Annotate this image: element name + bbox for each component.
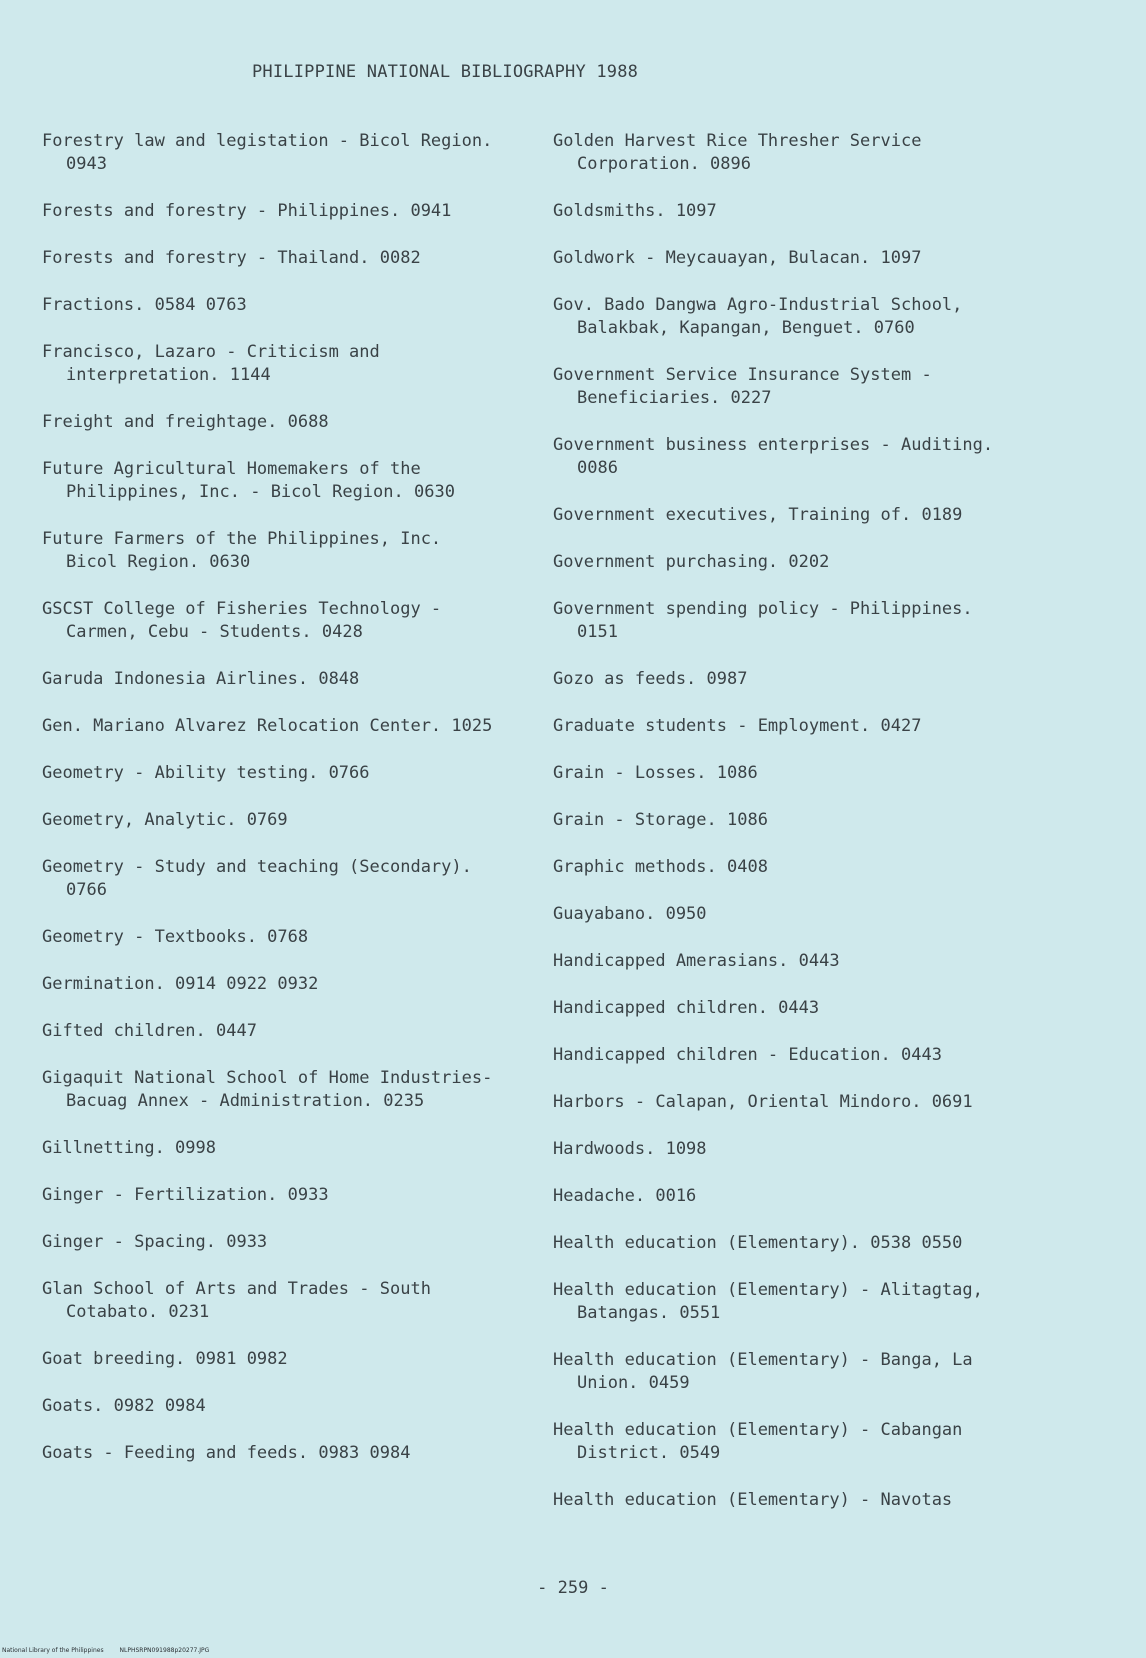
index-entry: Gigaquit National School of Home Industries-Bacuag Annex - Administration. 0235 — [42, 1068, 493, 1111]
index-entry: Goats - Feeding and feeds. 0983 0984 — [42, 1443, 411, 1463]
index-entry: Geometry, Analytic. 0769 — [42, 810, 288, 830]
index-entry: Gozo as feeds. 0987 — [553, 669, 748, 689]
index-entry: Government executives, Training of. 0189 — [553, 505, 963, 525]
index-entry: Handicapped Amerasians. 0443 — [553, 951, 840, 971]
index-entry: Graphic methods. 0408 — [553, 857, 768, 877]
index-column-left — [42, 130, 502, 1489]
index-entry: Golden Harvest Rice Thresher Service Corporation. 0896 — [553, 131, 922, 174]
index-entry: Geometry - Textbooks. 0768 — [42, 927, 309, 947]
index-entry: Health education (Elementary) - Alitagtag, Batangas. 0551 — [553, 1280, 983, 1323]
index-entry: Geometry - Ability testing. 0766 — [42, 763, 370, 783]
index-entry: Forests and forestry - Thailand. 0082 — [42, 248, 421, 268]
index-entry: Health education (Elementary) - Cabangan District. 0549 — [553, 1420, 963, 1463]
page-title: PHILIPPINE NATIONAL BIBLIOGRAPHY 1988 — [252, 62, 639, 82]
index-entry: Hardwoods. 1098 — [553, 1139, 707, 1159]
index-entry: Headache. 0016 — [553, 1186, 697, 1206]
index-entry: Gov. Bado Dangwa Agro-Industrial School, Balakbak, Kapangan, Benguet. 0760 — [553, 295, 963, 338]
index-entry: Government Service Insurance System - Beneficiaries. 0227 — [553, 365, 932, 408]
index-entry: Government purchasing. 0202 — [553, 552, 830, 572]
index-entry: Freight and freightage. 0688 — [42, 412, 329, 432]
index-entry: Forests and forestry - Philippines. 0941 — [42, 201, 452, 221]
footer — [2, 1647, 223, 1654]
index-entry: Guayabano. 0950 — [553, 904, 707, 924]
index-entry: Goats. 0982 0984 — [42, 1396, 206, 1416]
index-entry: Gen. Mariano Alvarez Relocation Center. 1025 — [42, 716, 493, 736]
index-entry: Goat breeding. 0981 0982 — [42, 1349, 288, 1369]
index-entry: Francisco, Lazaro - Criticism and interpretation. 1144 — [42, 342, 380, 385]
index-entry: Health education (Elementary). 0538 0550 — [553, 1233, 963, 1253]
index-entry: Garuda Indonesia Airlines. 0848 — [42, 669, 360, 689]
index-entry: Forestry law and legistation - Bicol Region. 0943 — [42, 131, 493, 174]
index-entry: Future Farmers of the Philippines, Inc. Bicol Region. 0630 — [42, 529, 442, 572]
index-entry: Health education (Elementary) - Banga, La Union. 0459 — [553, 1350, 973, 1393]
index-entry: Glan School of Arts and Trades - South Cotabato. 0231 — [42, 1279, 431, 1322]
index-entry: Geometry - Study and teaching (Secondary). 0766 — [42, 857, 472, 900]
page-number: - 259 - — [537, 1578, 609, 1598]
index-entry: Future Agricultural Homemakers of the Philippines, Inc. - Bicol Region. 0630 — [42, 459, 455, 502]
index-entry: Germination. 0914 0922 0932 — [42, 974, 319, 994]
index-entry: Government spending policy - Philippines. 0151 — [553, 599, 973, 642]
index-column-right — [553, 130, 1013, 1536]
index-entry: Grain - Storage. 1086 — [553, 810, 768, 830]
index-entry: GSCST College of Fisheries Technology - Carmen, Cebu - Students. 0428 — [42, 599, 442, 642]
footer-file: NLPHSRPN091988p20277.JPG — [119, 1647, 210, 1654]
index-entry: Fractions. 0584 0763 — [42, 295, 247, 315]
index-entry: Handicapped children. 0443 — [553, 998, 820, 1018]
index-entry: Graduate students - Employment. 0427 — [553, 716, 922, 736]
index-entry: Health education (Elementary) - Navotas — [553, 1490, 953, 1510]
footer-library: National Library of the Philippines — [2, 1647, 104, 1654]
index-entry: Harbors - Calapan, Oriental Mindoro. 0691 — [553, 1092, 973, 1112]
index-entry: Handicapped children - Education. 0443 — [553, 1045, 942, 1065]
index-entry: Gillnetting. 0998 — [42, 1138, 216, 1158]
index-entry: Goldsmiths. 1097 — [553, 201, 717, 221]
index-entry: Government business enterprises - Auditing. 0086 — [553, 435, 994, 478]
index-entry: Goldwork - Meycauayan, Bulacan. 1097 — [553, 248, 922, 268]
index-entry: Grain - Losses. 1086 — [553, 763, 758, 783]
index-entry: Ginger - Spacing. 0933 — [42, 1232, 268, 1252]
index-entry: Gifted children. 0447 — [42, 1021, 257, 1041]
index-entry: Ginger - Fertilization. 0933 — [42, 1185, 329, 1205]
